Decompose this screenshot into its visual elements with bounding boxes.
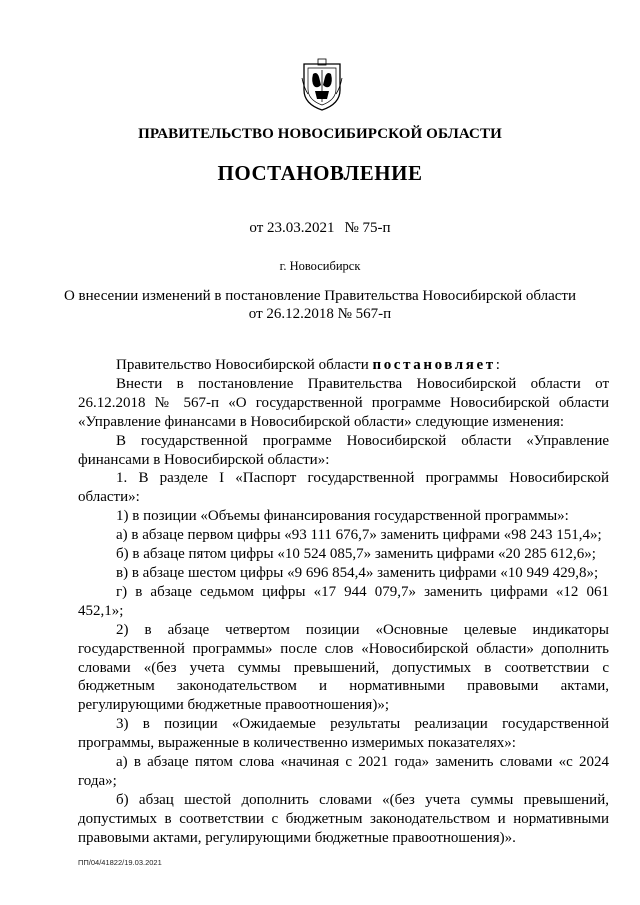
decree-keyword: постановляет — [372, 357, 496, 373]
intro-paragraph — [78, 356, 609, 375]
date-number-line — [0, 220, 640, 237]
subject-line-2: от 26.12.2018 № 567-п — [248, 306, 392, 322]
city-line: г. Новосибирск — [279, 259, 361, 273]
paragraph-item-1a: а) в абзаце первом цифры «93 111 676,7» заменить цифрами «98 243 151,4»; — [116, 527, 602, 544]
paragraph-item-3: 3) в позиции «Ожидаемые результаты реализации государственной программы, выраженные в количественно измеримых показателях»: — [78, 716, 609, 752]
paragraph-section-1: 1. В разделе I «Паспорт государственной программы Новосибирской области»: — [78, 470, 609, 506]
paragraph-item-1b: б) в абзаце пятом цифры «10 524 085,7» заменить цифрами «20 285 612,6»; — [116, 546, 596, 563]
document-code-footer: ПП/04/41822/19.03.2021 — [78, 858, 162, 867]
subject-line-1: О внесении изменений в постановление Правительства Новосибирской области — [63, 288, 577, 304]
document-date: от 23.03.2021 — [249, 220, 335, 236]
paragraph-item-1g: г) в абзаце седьмом цифры «17 944 079,7» заменить цифрами «12 061 452,1»; — [78, 583, 609, 619]
paragraph-item-1: 1) в позиции «Объемы финансирования государственной программы»: — [116, 508, 569, 525]
paragraph-amend: Внести в постановление Правительства Новосибирской области от 26.12.2018 № 567-п «О государственной программе Новосибирской области «Управление финансами в Новосибирской области» следующие изменения: — [78, 375, 609, 430]
paragraph-item-2: 2) в абзаце четвертом позиции «Основные целевые индикаторы государственной программы» после слов «Новосибирской области» дополнить словами «(без учета суммы превышений, допустимых в соответствии с бюджетным законодательством и нормативными правовыми актами, регулирующими бюджетные правоотношения)»; — [78, 621, 609, 714]
organization-heading: ПРАВИТЕЛЬСТВО НОВОСИБИРСКОЙ ОБЛАСТИ — [138, 126, 502, 142]
coat-of-arms-emblem — [300, 58, 344, 112]
paragraph-program: В государственной программе Новосибирской области «Управление финансами в Новосибирской области»: — [78, 432, 609, 468]
document-number: № 75-п — [344, 220, 391, 236]
document-body — [78, 356, 609, 848]
intro-end: : — [495, 357, 500, 373]
paragraph-item-3a: а) в абзаце пятом слова «начиная с 2021 года» заменить словами «с 2024 года»; — [78, 754, 609, 789]
document-subject — [0, 287, 640, 323]
document-type-heading: ПОСТАНОВЛЕНИЕ — [217, 161, 423, 185]
intro-text: Правительство Новосибирской области — [116, 357, 373, 373]
paragraph-item-3b: б) абзац шестой дополнить словами «(без учета суммы превышений, допустимых в соответствии с бюджетным законодательством и нормативными правовыми актами, регулирующими бюджетные правоотношения)». — [78, 791, 609, 846]
paragraph-item-1v: в) в абзаце шестом цифры «9 696 854,4» заменить цифрами «10 949 429,8»; — [116, 564, 599, 581]
